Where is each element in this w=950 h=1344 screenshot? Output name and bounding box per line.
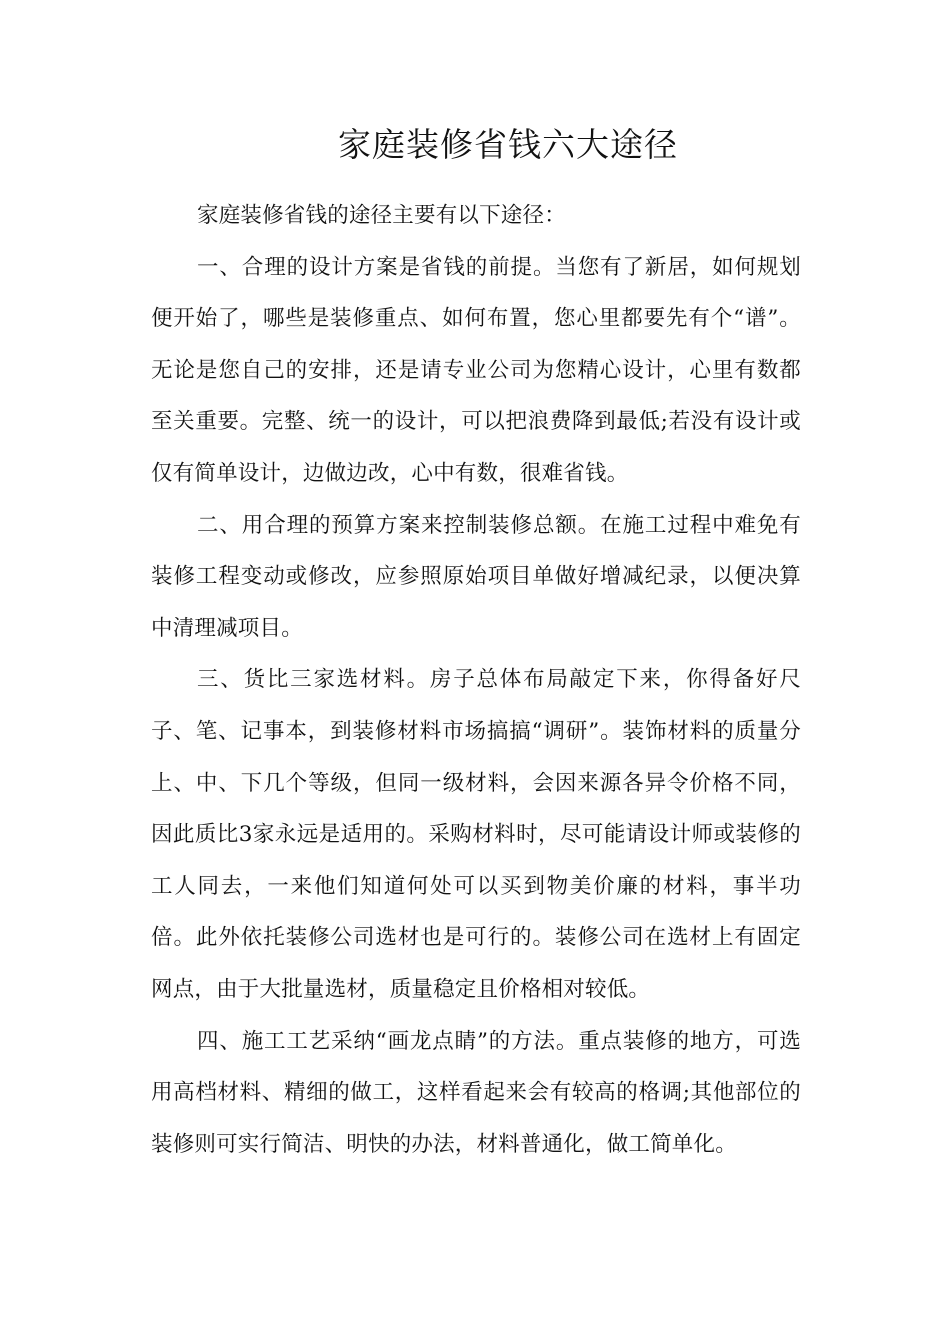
paragraph-intro: 家庭装修省钱的途径主要有以下途径： [197,203,566,228]
document-title: 家庭装修省钱六大途径 [338,125,678,164]
paragraph-compare-materials: 三、货比三家选材料。房子总体布局敲定下来，你得备好尺子、笔、记事本，到装修材料市场搞搞“调研”。装饰材料的质量分上、中、下几个等级，但同一级材料，会因来源各异令价格不同，因此质比3家永远是适用的。采购材料时，尽可能请设计师或装修的工人同去，一来他们知道何处可以买到物美价廉的材料，事半功倍。此外依托装修公司选材也是可行的。装修公司在选材上有固定网点，由于大批量选材，质量稳定且价格相对较低。 [151,667,801,1002]
paragraph-craft-method: 四、施工工艺采纳“画龙点睛”的方法。重点装修的地方，可选用高档材料、精细的做工，这样看起来会有较高的格调;其他部位的装修则可实行简洁、明快的办法，材料普通化，做工简单化。 [151,1028,801,1157]
paragraph-budget: 二、用合理的预算方案来控制装修总额。在施工过程中难免有装修工程变动或修改，应参照原始项目单做好增减纪录，以便决算中清理减项目。 [151,512,801,641]
paragraph-design-plan: 一、合理的设计方案是省钱的前提。当您有了新居，如何规划便开始了，哪些是装修重点、如何布置，您心里都要先有个“谱”。无论是您自己的安排，还是请专业公司为您精心设计，心里有数都至关重要。完整、统一的设计，可以把浪费降到最低;若没有设计或仅有简单设计，边做边改，心中有数，很难省钱。 [151,254,801,486]
document-body [151,190,801,1170]
